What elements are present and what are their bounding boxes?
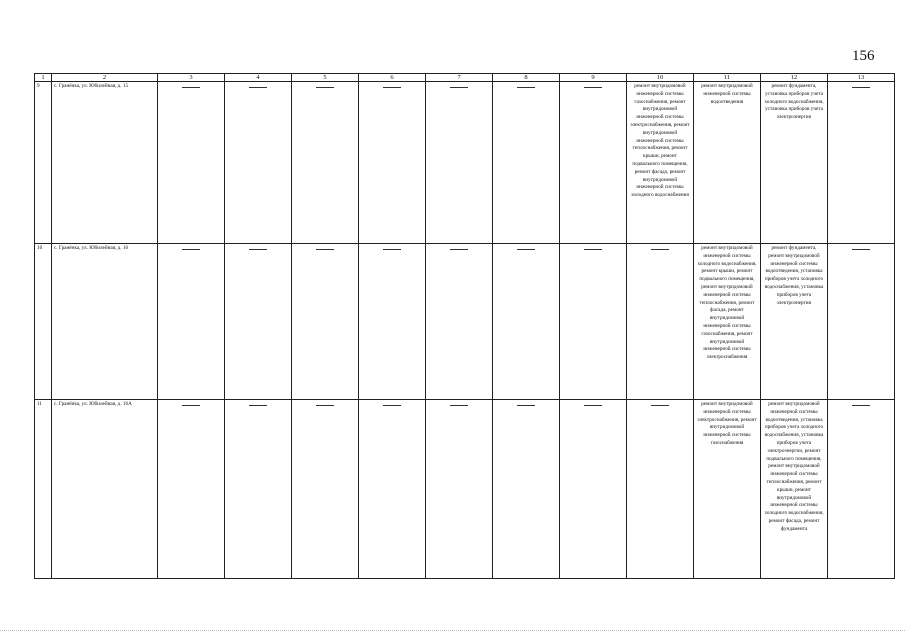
empty-cell-dash xyxy=(560,82,627,244)
column-header: 1 xyxy=(35,74,52,82)
empty-cell-dash xyxy=(560,400,627,579)
page-number: 156 xyxy=(852,48,875,64)
table-row xyxy=(35,400,895,579)
table-row xyxy=(35,82,895,244)
row-number: 9 xyxy=(35,82,52,244)
column-header: 10 xyxy=(627,74,694,82)
header-row xyxy=(35,74,895,82)
column-header: 2 xyxy=(52,74,158,82)
empty-cell-dash xyxy=(426,82,493,244)
empty-cell-dash xyxy=(158,400,225,579)
empty-cell-dash xyxy=(493,244,560,400)
scan-noise-line xyxy=(0,630,905,633)
address-cell: с. Гранёнка, ул. Юбилейная, д. 16 xyxy=(52,244,158,400)
empty-cell-dash xyxy=(225,82,292,244)
works-cell-col10: ремонт внутридомовой инженерной системы газоснабжения, ремонт внутридомовой инженерной системы электроснабжения, ремонт внутридомовой инженерной системы теплоснабжения, ремонт крыши, ремонт подвального помещения, ремонт фасада, ремонт внутридомовой инженерной системы холодного водоснабжения xyxy=(627,82,694,244)
column-header: 8 xyxy=(493,74,560,82)
empty-cell-dash xyxy=(493,400,560,579)
empty-cell-dash xyxy=(828,244,895,400)
row-number: 11 xyxy=(35,400,52,579)
works-cell-col12: ремонт фундамента, ремонт внутридомовой инженерной системы водоотведения, установка приборов учета холодного водоснабжения, установка приборов учета электроэнергии xyxy=(761,244,828,400)
column-header: 9 xyxy=(560,74,627,82)
empty-cell-dash xyxy=(493,82,560,244)
row-number: 10 xyxy=(35,244,52,400)
empty-cell-dash xyxy=(292,400,359,579)
empty-cell-dash xyxy=(359,244,426,400)
column-header: 13 xyxy=(828,74,895,82)
column-header: 4 xyxy=(225,74,292,82)
empty-cell-dash xyxy=(292,244,359,400)
works-cell-col12: ремонт внутридомовой инженерной системы водоотведения, установка приборов учета холодного водоснабжения, установка приборов учета электроэнергии, ремонт подвального помещения, ремонт внутридомовой инженерной системы теплоснабжения, ремонт крыши, ремонт внутридомовой инженерной системы холодного водоснабжения, ремонт фасада, ремонт фундамента xyxy=(761,400,828,579)
empty-cell-dash xyxy=(627,244,694,400)
works-cell-col11: ремонт внутридомовой инженерной системы водоотведения xyxy=(694,82,761,244)
column-header: 5 xyxy=(292,74,359,82)
works-cell-col11: ремонт внутридомовой инженерной системы электроснабжения, ремонт внутридомовой инженерной системы газоснабжения xyxy=(694,400,761,579)
column-header: 11 xyxy=(694,74,761,82)
empty-cell-dash xyxy=(158,82,225,244)
empty-cell-dash xyxy=(158,244,225,400)
empty-cell-dash xyxy=(627,400,694,579)
data-table xyxy=(34,73,864,570)
empty-cell-dash xyxy=(359,82,426,244)
empty-cell-dash xyxy=(292,82,359,244)
address-cell: с. Гранёнка, ул. Юбилейная, д. 16А xyxy=(52,400,158,579)
works-cell-col12: ремонт фундамента, установка приборов учета холодного водоснабжения, установка приборов учета электроэнергии xyxy=(761,82,828,244)
empty-cell-dash xyxy=(560,244,627,400)
empty-cell-dash xyxy=(426,244,493,400)
empty-cell-dash xyxy=(828,400,895,579)
address-cell: с. Гранёнка, ул. Юбилейная, д. 15 xyxy=(52,82,158,244)
column-header: 6 xyxy=(359,74,426,82)
column-header: 12 xyxy=(761,74,828,82)
empty-cell-dash xyxy=(225,244,292,400)
empty-cell-dash xyxy=(828,82,895,244)
column-header: 7 xyxy=(426,74,493,82)
empty-cell-dash xyxy=(359,400,426,579)
table-row xyxy=(35,244,895,400)
column-header: 3 xyxy=(158,74,225,82)
works-cell-col11: ремонт внутридомовой инженерной системы холодного водоснабжения, ремонт крыши, ремонт подвального помещения, ремонт внутридомовой инженерной системы теплоснабжения, ремонт фасада, ремонт внутридомовой инженерной системы газоснабжения, ремонт внутридомовой инженерной системы электроснабжения xyxy=(694,244,761,400)
empty-cell-dash xyxy=(426,400,493,579)
empty-cell-dash xyxy=(225,400,292,579)
